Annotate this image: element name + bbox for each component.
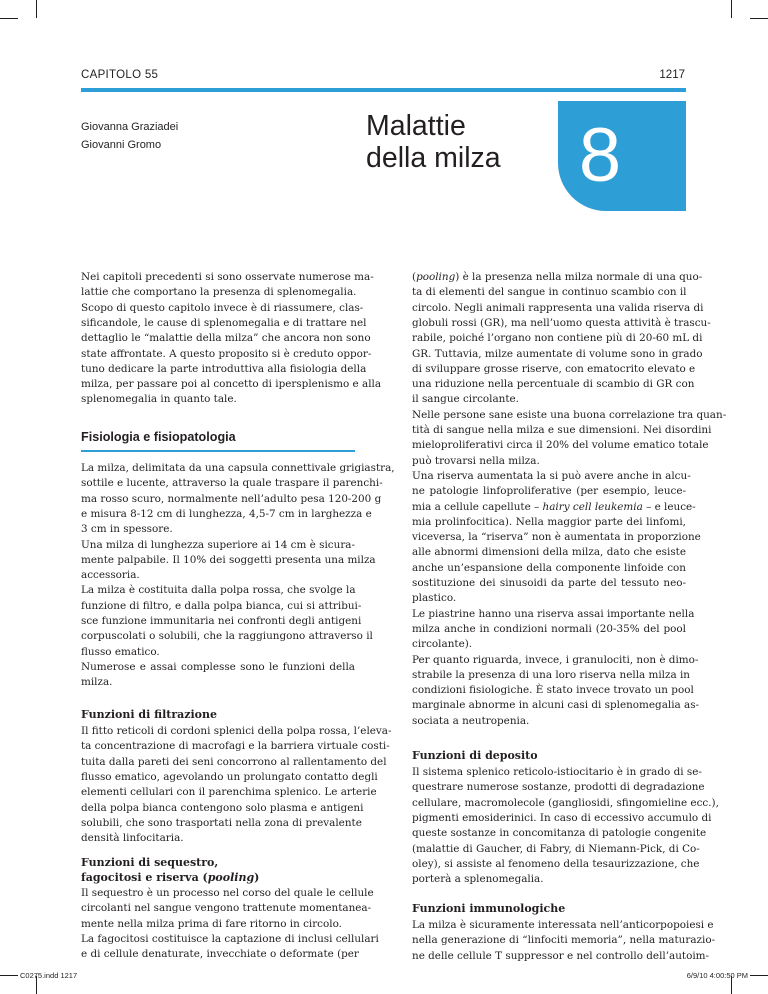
text-span: – e leuce- (642, 500, 696, 513)
text-line: anche un’espansione della componente linfoide con (412, 561, 686, 574)
text-line: Il sequestro è un processo nel corso del quale le cellule (81, 887, 374, 899)
header-rule (81, 88, 686, 92)
text-line: può trovarsi nella milza. (412, 454, 540, 467)
text-line: corpuscolati o solubili, che la raggiungono attraverso il (81, 630, 373, 643)
text-line: globuli rossi (GR), ma nell’uomo questa attività è trascu- (412, 316, 711, 329)
text-line: sostituzione dei sinusoidi da parte del tessuto neo- (412, 577, 686, 589)
text-line: Numerose e assai complesse sono le funzioni della (81, 660, 355, 673)
text-line: mieloproliferativi circa il 20% del volume ematico totale (412, 439, 709, 452)
text-line: mia prolinfocitica). Nella maggior parte dei linfomi, (412, 515, 686, 528)
crop-mark (750, 975, 768, 976)
subsection-heading: Funzioni di filtrazione (81, 708, 218, 721)
crop-mark (750, 18, 768, 19)
text-line: plastico. (412, 592, 457, 605)
text-line: strabile la presenza di una loro riserva nella milza in (412, 668, 690, 681)
author-name: Giovanni Gromo (81, 139, 162, 151)
subsection-heading: Funzioni immunologiche (412, 902, 566, 915)
page-number: 1217 (659, 69, 685, 81)
text-line: ta di elementi del sangue in continuo scambio con il (412, 286, 687, 299)
text-line: sificandole, le cause di splenomegalia e di trattare nel (81, 316, 367, 329)
emphasis: hairy cell leukemia (542, 500, 643, 513)
chapter-label: CAPITOLO 55 (81, 69, 159, 81)
text-line: 3 cm in spessore. (81, 523, 173, 536)
text-line: flusso ematico. (81, 645, 160, 658)
emphasis: pooling (416, 271, 456, 283)
crop-mark (731, 0, 732, 18)
text-line: Il sistema splenico reticolo-istiocitario è in grado di se- (412, 766, 702, 778)
print-timestamp: 6/9/10 4:00:50 PM (686, 971, 748, 980)
text-line: circolante). (412, 638, 473, 651)
text-line: splenomegalia in quanto tale. (81, 393, 237, 406)
text-line: tità di sangue nella milza e sue dimensioni. Nei disordini (412, 424, 712, 436)
text-line: Nei capitoli precedenti si sono osservate numerose ma- (81, 271, 374, 283)
section-heading: Fisiologia e fisiopatologia (81, 430, 236, 444)
text-line: funzione di filtro, e dalla polpa bianca, cui si attribui- (81, 599, 362, 612)
text-line: (pooling) è la presenza nella milza normale di una quo- (412, 271, 703, 283)
text-line: (malattie di Gaucher, di Fabry, di Niemann-Pick, di Co- (412, 842, 700, 855)
text-line: ne patologie linfoproliferative (per esempio, leuce- (412, 485, 686, 498)
text-line: sce funzione immunitaria nei confronti degli antigeni (81, 615, 362, 627)
heading-text: fagocitosi e riserva ( (81, 871, 208, 884)
text-line: GR. Tuttavia, milze aumentate di volume sono in grado (412, 347, 703, 360)
text-line: cellulare, macromolecole (gangliosidi, sfingomieline ecc.), (412, 796, 719, 809)
text-line: Scopo di questo capitolo invece è di riassumere, clas- (81, 301, 364, 314)
text-line: milza, per passare poi al concetto di ipersplenismo e alla (81, 378, 382, 391)
text-line: circolo. Negli animali rappresenta una valida riserva di (412, 301, 704, 314)
text-line: della polpa bianca contengono solo plasma e antigeni (81, 801, 364, 814)
text-line: porterà a splenomegalia. (412, 873, 544, 886)
crop-mark (0, 975, 18, 976)
text-line: tuita dalla pareti dei seni concorrono al rallentamento del (81, 755, 387, 768)
section-number: 8 (578, 113, 622, 198)
text-line: La milza è sicuramente interessata nell’anticorpopoiesi e (412, 919, 714, 931)
text-line: Una riserva aumentata la si può avere anche in alcu- (412, 469, 691, 482)
text-line: marginale abnorme in alcuni casi di splenomegalia as- (412, 699, 700, 712)
heading-text: ) (254, 871, 260, 884)
text-line: dettaglio le “malattie della milza” che ancora non sono (81, 332, 371, 345)
text-line: oley), si assiste al fenomeno della tesaurizzazione, che (412, 857, 700, 870)
text-span: ) è la presenza nella milza normale di una quo- (455, 271, 703, 283)
section-heading-rule (81, 450, 355, 452)
chapter-title-line: della milza (366, 142, 501, 174)
print-file-slug: C0275.indd 1217 (20, 971, 78, 980)
text-line: queste sostanze in concomitanza di patologie congenite (412, 827, 707, 840)
text-line: mente palpabile. Il 10% dei soggetti presenta una milza (81, 553, 376, 566)
subsection-heading: Funzioni di deposito (412, 749, 538, 762)
text-line: La milza è costituita dalla polpa rossa, che svolge la (81, 584, 356, 597)
text-line: viceversa, la “riserva” non è aumentata in proporzione (412, 531, 701, 544)
subsection-heading: Funzioni di sequestro, (81, 856, 219, 869)
text-line: Nelle persone sane esiste una buona correlazione tra quan- (412, 408, 727, 421)
text-line: e misura 8-12 cm di lunghezza, 4,5-7 cm in larghezza e (81, 507, 372, 520)
chapter-title (366, 110, 501, 174)
text-line: densità linfocitaria. (81, 832, 184, 845)
text-line: flusso ematico, agevolando un prolungato contatto degli (81, 770, 378, 783)
text-line: ma rosso scuro, normalmente nell’adulto pesa 120-200 g (81, 492, 382, 505)
text-line: il sangue circolante. (412, 393, 519, 406)
chapter-title-line: Malattie (366, 110, 466, 142)
text-line: lattie che comportano la presenza di splenomegalia. (81, 286, 357, 299)
text-line: accessoria. (81, 569, 140, 582)
author-name: Giovanna Graziadei (81, 121, 179, 133)
text-line (412, 500, 696, 515)
text-line: La milza, delimitata da una capsula connettivale grigiastra, (81, 462, 395, 474)
text-line: sociata a neutropenia. (412, 714, 530, 727)
crop-mark (36, 0, 37, 18)
text-line: condizioni fisiologiche. È stato invece trovato un pool (412, 684, 694, 697)
text-line: sottile e lucente, attraverso la quale traspare il parenchi- (81, 477, 383, 490)
text-line: elementi cellulari con il parenchima splenico. Le arterie (81, 786, 377, 799)
text-line: Il fitto reticoli di cordoni splenici della polpa rossa, l’eleva- (81, 725, 392, 737)
text-line: mente nella milza prima di fare ritorno in circolo. (81, 917, 342, 930)
text-line: rabile, poiché l’organo non contiene più di 20-60 mL di (412, 332, 703, 345)
authors (81, 118, 178, 154)
text-line: Per quanto riguarda, invece, i granulociti, non è dimo- (412, 653, 699, 666)
subsection-heading (81, 870, 259, 885)
text-line: Una milza di lunghezza superiore ai 14 cm è sicura- (81, 538, 355, 551)
text-line: tuno dedicare la parte introduttiva alla fisiologia della (81, 362, 367, 375)
text-line: alle abnormi dimensioni della milza, dato che esiste (412, 546, 686, 559)
text-line: di sviluppare grosse riserve, con ematocrito elevato e (412, 362, 696, 375)
text-line: Le piastrine hanno una riserva assai importante nella (412, 607, 695, 620)
section-badge (558, 101, 686, 211)
text-line: state affrontate. A questo proposito si è creduto oppor- (81, 347, 372, 360)
crop-mark (0, 18, 18, 19)
text-line: milza anche in condizioni normali (20-35% del pool (412, 622, 686, 635)
text-line: pigmenti emosiderinici. In caso di eccessivo accumulo di (412, 811, 712, 824)
text-span: mia a cellule capellute – (412, 500, 543, 513)
heading-emphasis: pooling (207, 871, 255, 884)
text-line: circolanti nel sangue vengono trattenute momentanea- (81, 902, 372, 915)
text-line: ta concentrazione di macrofagi e la barriera virtuale costi- (81, 740, 390, 753)
text-line: ne delle cellule T suppressor e nel controllo dell’autoim- (412, 949, 710, 962)
text-line: e di cellule denaturate, invecchiate o deformate (per (81, 948, 359, 961)
text-line: nella generazione di “linfociti memoria”, nella maturazio- (412, 934, 716, 947)
text-line: questrare numerose sostanze, prodotti di degradazione (412, 781, 705, 794)
text-line: milza. (81, 676, 113, 689)
text-line: La fagocitosi costituisce la captazione di inclusi cellulari (81, 932, 379, 945)
text-line: una riduzione nella percentuale di scambio di GR con (412, 378, 695, 391)
text-line: solubili, che sono trasportati nella zona di prevalente (81, 816, 362, 829)
